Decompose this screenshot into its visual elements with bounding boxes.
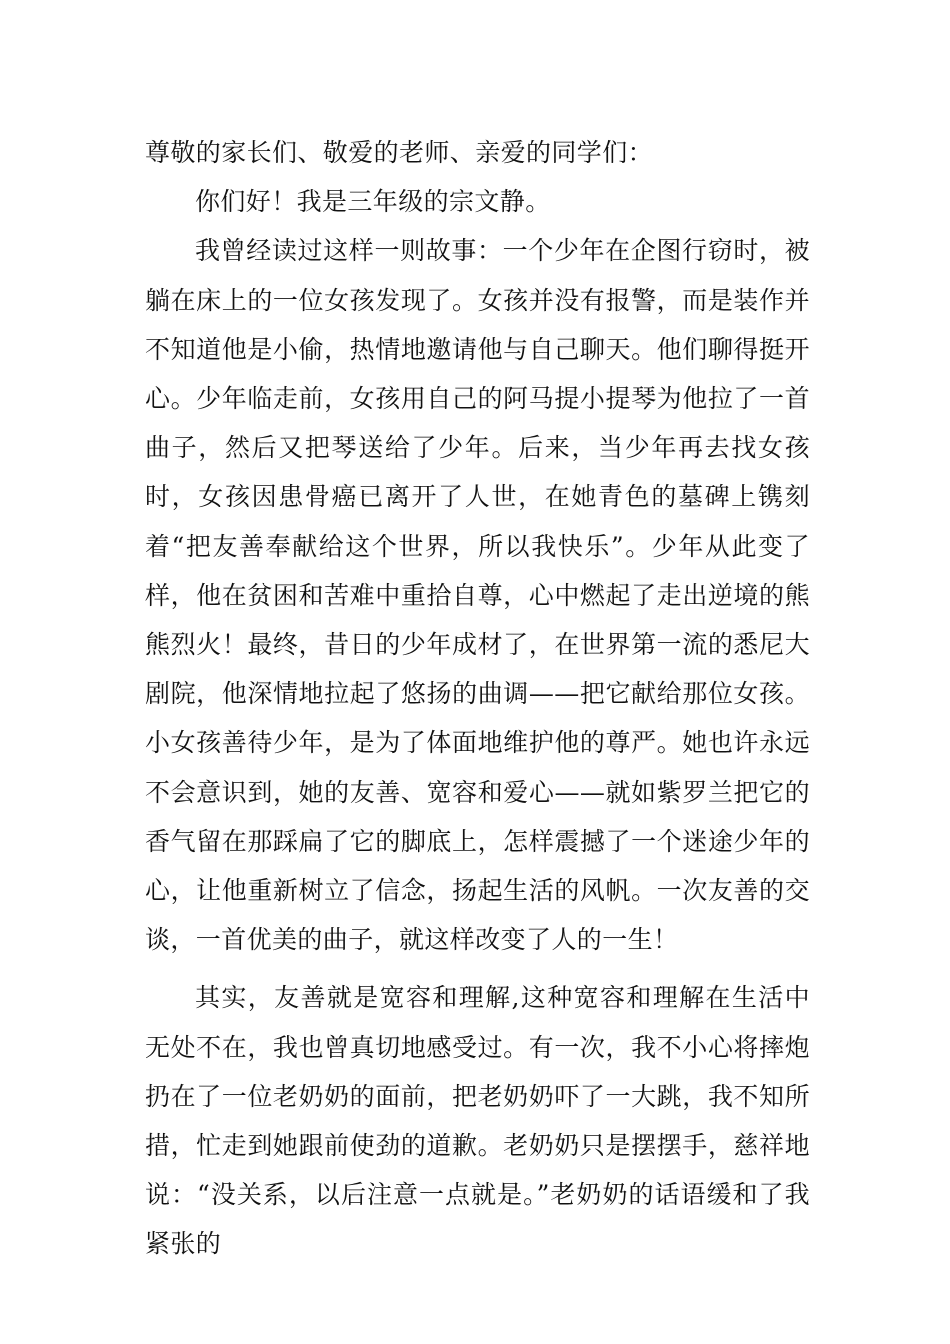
paragraph-personal-experience: 其实，友善就是宽容和理解,这种宽容和理解在生活中无处不在，我也曾真切地感受过。有一次，我不小心将摔炮扔在了一位老奶奶的面前，把老奶奶吓了一大跳，我不知所措，忙走到她跟前使劲的道歉。老奶奶只是摆摆手，慈祥地说：“没关系，以后注意一点就是。”老奶奶的话语缓和了我紧张的 bbox=[145, 983, 810, 1259]
paragraph-greeting: 你们好！我是三年级的宗文静。 bbox=[195, 187, 551, 217]
salutation: 尊敬的家长们、敬爱的老师、亲爱的同学们： bbox=[145, 138, 654, 167]
paragraph-story: 我曾经读过这样一则故事：一个少年在企图行窃时，被躺在床上的一位女孩发现了。女孩并没有报警，而是装作并不知道他是小偷，热情地邀请他与自己聊天。他们聊得挺开心。少年临走前，女孩用自己的阿马提小提琴为他拉了一首曲子，然后又把琴送给了少年。后来，当少年再去找女孩时，女孩因患骨癌已离开了人世，在她青色的墓碑上镌刻着“把友善奉献给这个世界，所以我快乐”。少年从此变了样，他在贫困和苦难中重拾自尊，心中燃起了走出逆境的熊熊烈火！最终，昔日的少年成材了，在世界第一流的悉尼大剧院，他深情地拉起了悠扬的曲调——把它献给那位女孩。小女孩善待少年，是为了体面地维护他的尊严。她也许永远不会意识到，她的友善、宽容和爱心——就如紫罗兰把它的香气留在那踩扁了它的脚底上，怎样震撼了一个迷途少年的心，让他重新树立了信念，扬起生活的风帆。一次友善的交谈，一首优美的曲子，就这样改变了人的一生！ bbox=[145, 236, 810, 955]
speech-text bbox=[145, 128, 810, 1269]
